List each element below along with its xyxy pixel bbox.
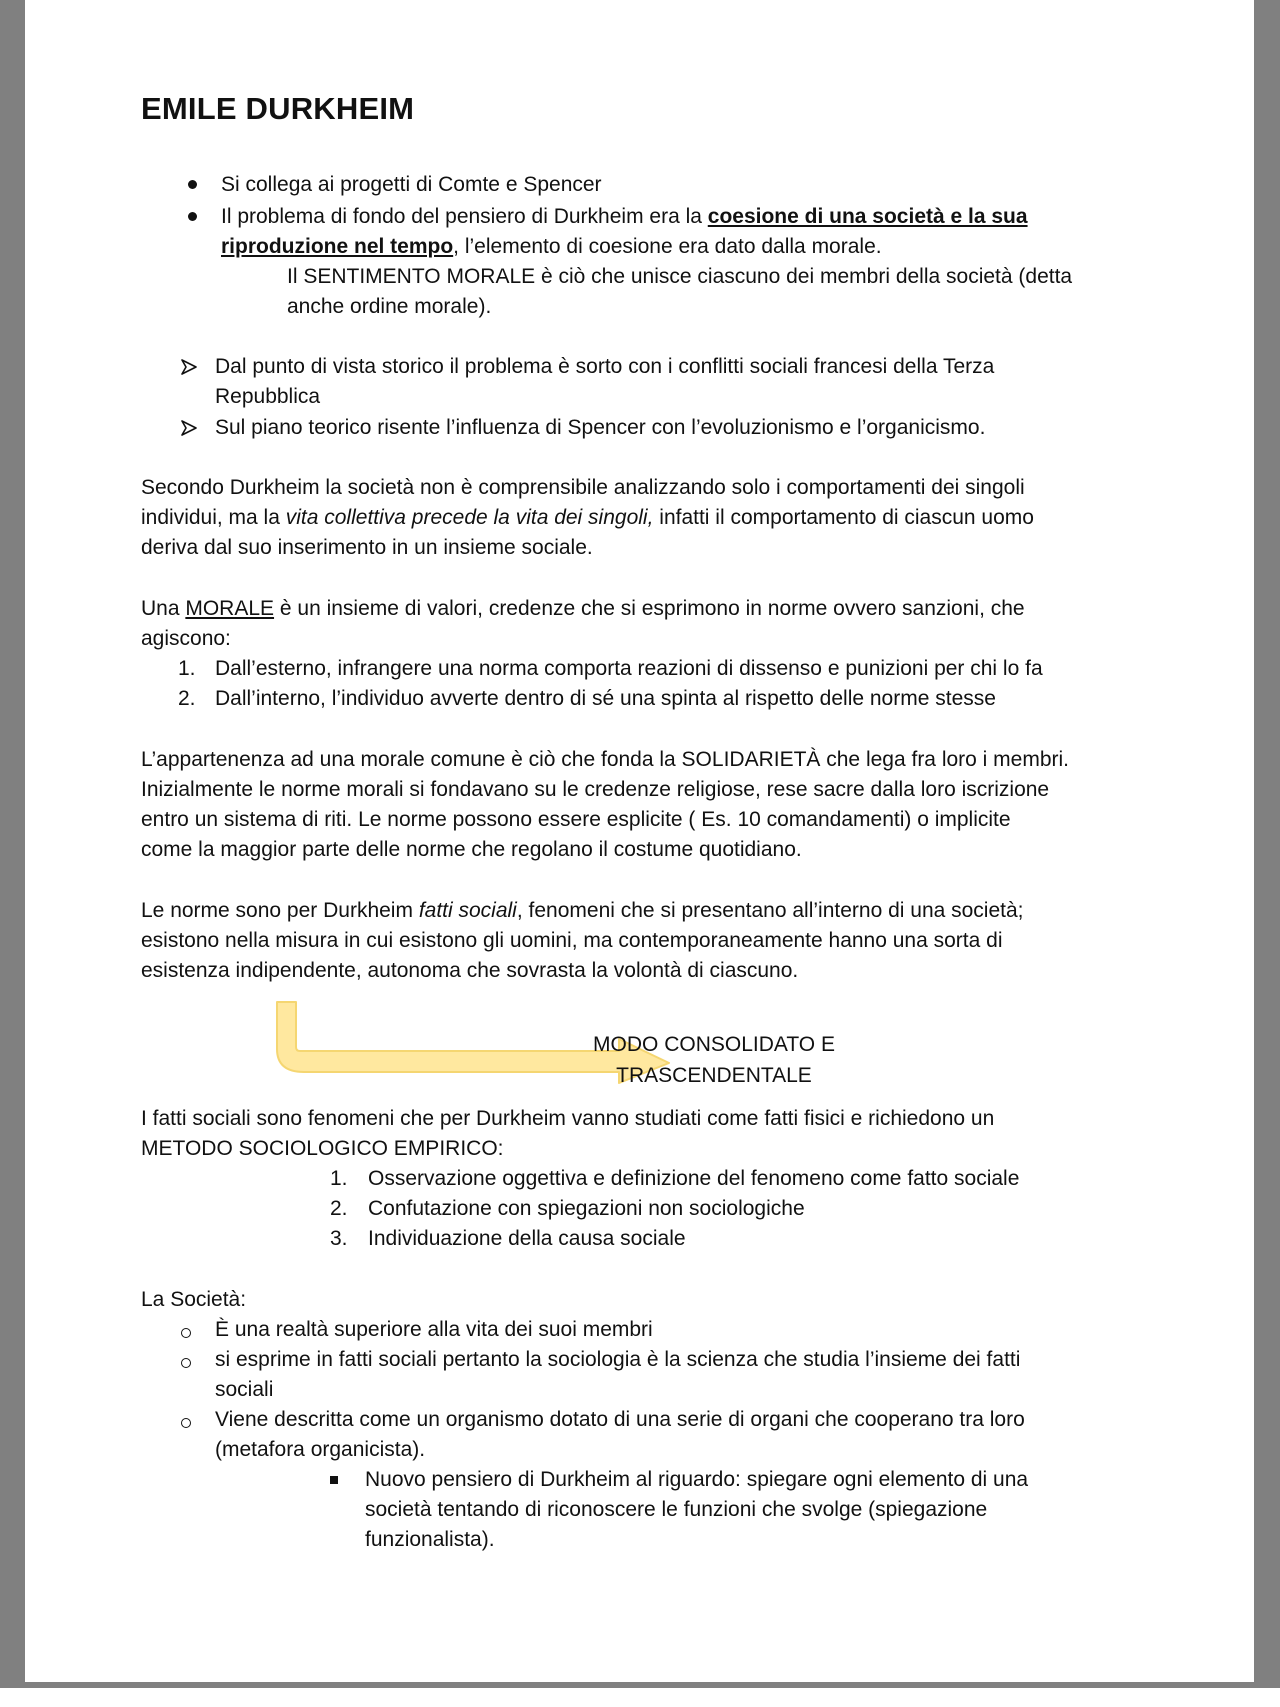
bullet-dot-icon — [188, 180, 197, 189]
paragraph-line: agiscono: — [141, 627, 231, 650]
paragraph-line: Una MORALE è un insieme di valori, credenze che si esprimono in norme ovvero sanzioni, che — [141, 597, 1025, 620]
paragraph-line: entro un sistema di riti. Le norme possono essere esplicite ( Es. 10 comandamenti) o implicite — [141, 808, 1011, 831]
next-page-edge — [0, 1688, 1280, 1707]
page-title: EMILE DURKHEIM — [141, 91, 415, 126]
bullet-text: Il problema di fondo del pensiero di Durkheim era la coesione di una società e la sua — [221, 205, 1028, 228]
bullet-text: Si collega ai progetti di Comte e Spencer — [221, 173, 602, 196]
sentimento-morale-line: anche ordine morale). — [287, 295, 492, 318]
arrow-bullet-text-continued: Repubblica — [215, 385, 321, 408]
bullet-text-continued: riproduzione nel tempo, l’elemento di coesione era dato dalla morale. — [221, 235, 882, 258]
section-heading: La Società: — [141, 1288, 247, 1311]
list-item-continued: sociali — [215, 1378, 274, 1401]
paragraph-line: Inizialmente le norme morali si fondavano su le credenze religiose, rese sacre dalla loro iscrizione — [141, 778, 1050, 801]
paragraph-line: esistono nella misura in cui esistono gli uomini, ma contemporaneamente hanno una sorta di — [141, 929, 1003, 952]
list-number: 2. — [178, 687, 196, 710]
list-number: 1. — [330, 1167, 348, 1190]
list-number: 1. — [178, 657, 196, 680]
list-item: Dall’interno, l’individuo avverte dentro di sé una spinta al rispetto delle norme stesse — [215, 687, 996, 710]
paragraph-line: come la maggior parte delle norme che regolano il costume quotidiano. — [141, 838, 802, 861]
circle-bullet-icon — [181, 1328, 191, 1338]
sentimento-morale-line: Il SENTIMENTO MORALE è ciò che unisce ciascuno dei membri della società (detta — [287, 265, 1073, 288]
list-item: Osservazione oggettiva e definizione del fenomeno come fatto sociale — [368, 1167, 1020, 1190]
list-item: È una realtà superiore alla vita dei suoi membri — [215, 1318, 653, 1341]
list-item-continued: (metafora organicista). — [215, 1438, 426, 1461]
paragraph-line: Le norme sono per Durkheim fatti sociali, fenomeni che si presentano all’interno di una società; — [141, 899, 1024, 922]
arrow-bullet-text: Sul piano teorico risente l’influenza di Spencer con l’evoluzionismo e l’organicismo. — [215, 416, 986, 439]
paragraph-line: I fatti sociali sono fenomeni che per Durkheim vanno studiati come fatti fisici e richiedono un — [141, 1107, 995, 1130]
bullet-dot-icon — [188, 212, 197, 221]
arrow-bullet-text: Dal punto di vista storico il problema è sorto con i conflitti sociali francesi della Terza — [215, 355, 995, 378]
paragraph-line: L’appartenenza ad una morale comune è ciò che fonda la SOLIDARIETÀ che lega fra loro i membri. — [141, 748, 1070, 771]
list-item: Viene descritta come un organismo dotato di una serie di organi che cooperano tra loro — [215, 1408, 1025, 1431]
sub-list-item-continued: società tentando di riconoscere le funzioni che svolge (spiegazione — [365, 1498, 988, 1521]
arrow-label-line: TRASCENDENTALE — [616, 1064, 812, 1087]
paragraph-line: esistenza indipendente, autonoma che sovrasta la volontà di ciascuno. — [141, 959, 799, 982]
list-item: si esprime in fatti sociali pertanto la sociologia è la scienza che studia l’insieme dei fatti — [215, 1348, 1021, 1371]
arrowhead-bullet-icon — [181, 359, 197, 375]
list-number: 2. — [330, 1197, 348, 1220]
list-item: Individuazione della causa sociale — [368, 1227, 686, 1250]
sub-list-item: Nuovo pensiero di Durkheim al riguardo: spiegare ogni elemento di una — [365, 1468, 1029, 1491]
square-bullet-icon — [330, 1476, 338, 1484]
circle-bullet-icon — [181, 1358, 191, 1368]
circle-bullet-icon — [181, 1418, 191, 1428]
arrowhead-bullet-icon — [181, 420, 197, 436]
paragraph-line: METODO SOCIOLOGICO EMPIRICO: — [141, 1137, 504, 1160]
sub-list-item-continued: funzionalista). — [365, 1528, 495, 1551]
list-number: 3. — [330, 1227, 348, 1250]
paragraph-line: Secondo Durkheim la società non è comprensibile analizzando solo i comportamenti dei singoli — [141, 476, 1025, 499]
arrow-label-line: MODO CONSOLIDATO E — [593, 1033, 835, 1056]
list-item: Confutazione con spiegazioni non sociologiche — [368, 1197, 805, 1220]
paragraph-line: individui, ma la vita collettiva precede la vita dei singoli, infatti il comportamento di ciascun uomo — [141, 506, 1034, 529]
list-item: Dall’esterno, infrangere una norma comporta reazioni di dissenso e punizioni per chi lo fa — [215, 657, 1043, 680]
paragraph-line: deriva dal suo inserimento in un insieme sociale. — [141, 536, 593, 559]
